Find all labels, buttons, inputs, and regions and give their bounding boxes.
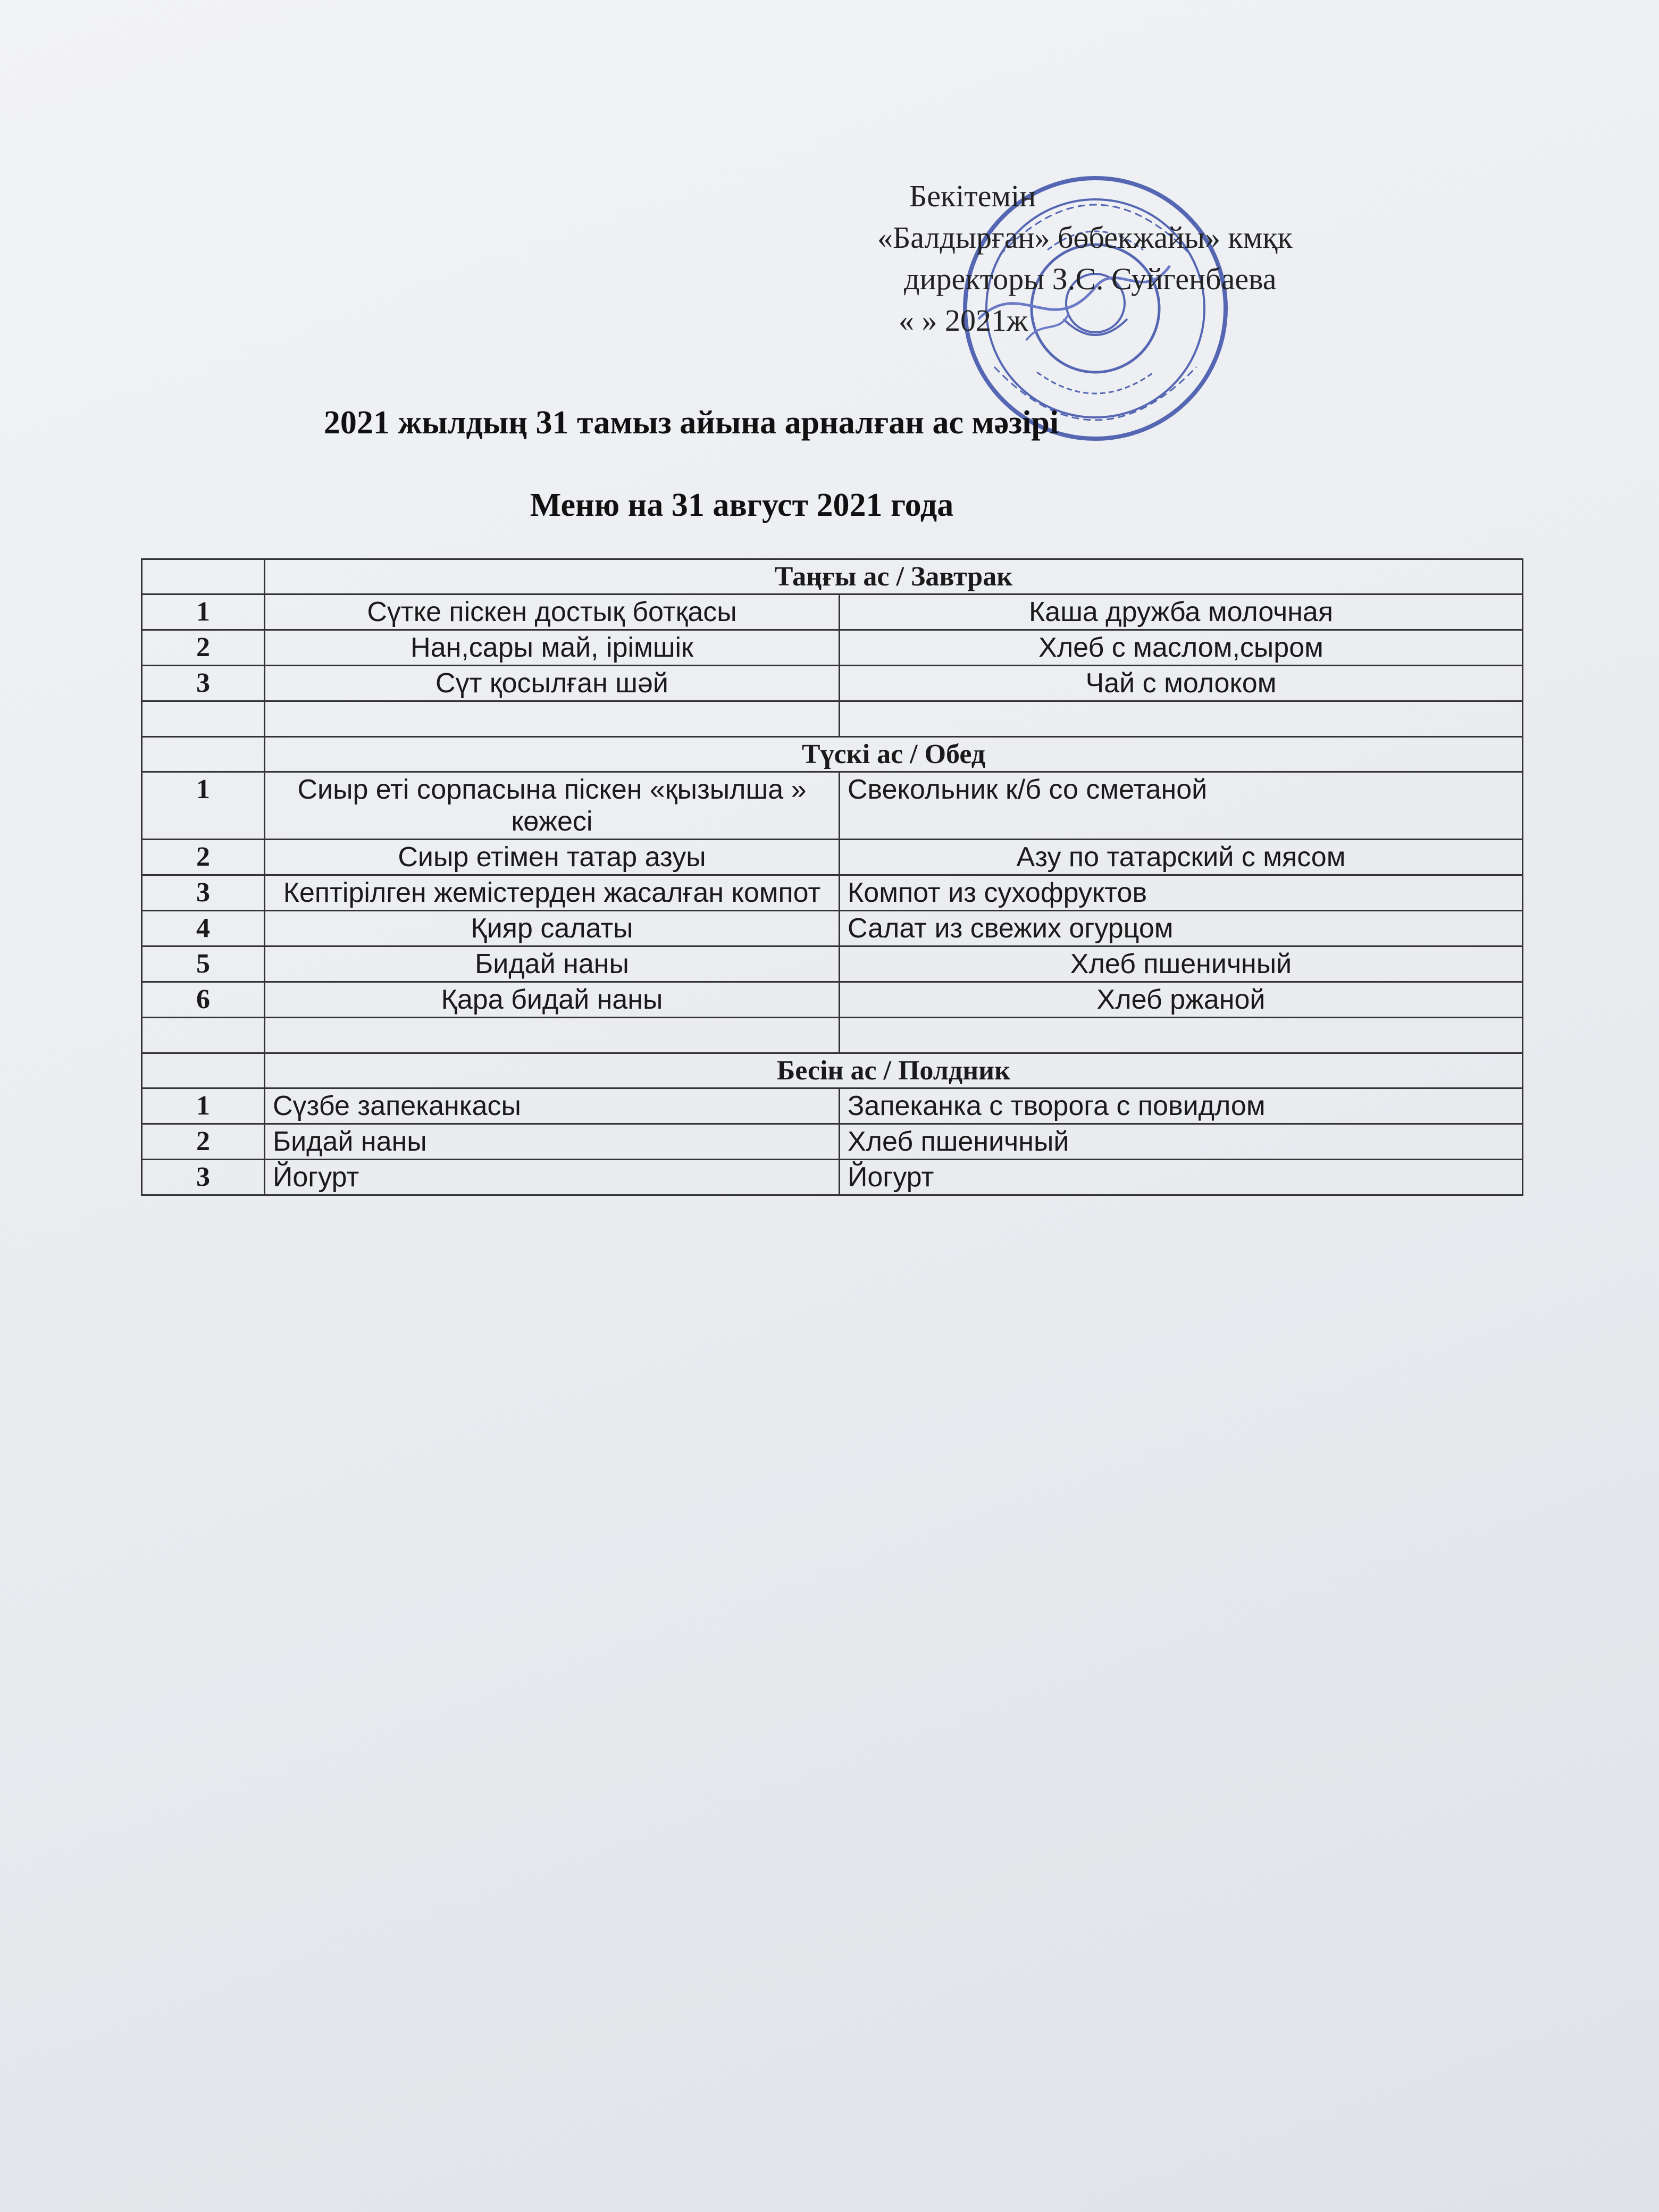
item-kazakh: Қияр салаты bbox=[265, 911, 840, 946]
approval-block bbox=[861, 175, 1553, 341]
item-kazakh: Сиыр етімен татар азуы bbox=[265, 840, 840, 875]
section-header: Таңғы ас / Завтрак bbox=[265, 559, 1523, 594]
header-empty-cell bbox=[142, 737, 265, 772]
item-number: 4 bbox=[142, 911, 265, 946]
item-kazakh bbox=[265, 1018, 840, 1053]
section-header-row bbox=[142, 737, 1523, 772]
item-kazakh: Нан,сары май, ірімшік bbox=[265, 630, 840, 666]
item-russian: Азу по татарский с мясом bbox=[840, 840, 1523, 875]
approval-organization: «Балдырған» бөбекжайы» кмқк bbox=[877, 220, 1293, 255]
item-number: 5 bbox=[142, 946, 265, 982]
item-kazakh: Кептірілген жемістерден жасалған компот bbox=[265, 875, 840, 911]
approval-date: « » 2021ж bbox=[899, 303, 1028, 338]
item-kazakh bbox=[265, 701, 840, 737]
table-row bbox=[142, 630, 1523, 666]
item-kazakh: Бидай наны bbox=[265, 1124, 840, 1160]
approval-director: директоры З.С. Суйгенбаева bbox=[904, 262, 1277, 296]
item-number: 2 bbox=[142, 840, 265, 875]
title-russian: Меню на 31 август 2021 года bbox=[530, 487, 954, 523]
table-row-empty bbox=[142, 701, 1523, 737]
item-number: 3 bbox=[142, 875, 265, 911]
table-row bbox=[142, 840, 1523, 875]
table-row bbox=[142, 1124, 1523, 1160]
item-number: 1 bbox=[142, 594, 265, 630]
item-russian: Салат из свежих огурцом bbox=[840, 911, 1523, 946]
table-row bbox=[142, 666, 1523, 701]
item-russian: Запеканка с творога с повидлом bbox=[840, 1088, 1523, 1124]
table-row bbox=[142, 982, 1523, 1018]
menu-table bbox=[141, 558, 1523, 1196]
item-number: 1 bbox=[142, 1088, 265, 1124]
table-row bbox=[142, 946, 1523, 982]
item-russian: Хлеб ржаной bbox=[840, 982, 1523, 1018]
item-russian: Йогурт bbox=[840, 1160, 1523, 1195]
item-russian bbox=[840, 701, 1523, 737]
section-header-row bbox=[142, 559, 1523, 594]
item-kazakh: Сүтке піскен достық ботқасы bbox=[265, 594, 840, 630]
item-russian: Каша дружба молочная bbox=[840, 594, 1523, 630]
table-row bbox=[142, 1088, 1523, 1124]
table-row-empty bbox=[142, 1018, 1523, 1053]
item-russian: Хлеб с маслом,сыром bbox=[840, 630, 1523, 666]
item-kazakh: Бидай наны bbox=[265, 946, 840, 982]
item-russian: Хлеб пшеничный bbox=[840, 946, 1523, 982]
section-header-row bbox=[142, 1053, 1523, 1088]
table-row bbox=[142, 875, 1523, 911]
item-number: 3 bbox=[142, 666, 265, 701]
table-row bbox=[142, 911, 1523, 946]
item-number: 6 bbox=[142, 982, 265, 1018]
table-row bbox=[142, 772, 1523, 840]
item-number: 2 bbox=[142, 1124, 265, 1160]
approval-heading: Бекітемін bbox=[909, 179, 1036, 213]
section-header: Бесін ас / Полдник bbox=[265, 1053, 1523, 1088]
item-number: 2 bbox=[142, 630, 265, 666]
item-kazakh: Сүт қосылған шәй bbox=[265, 666, 840, 701]
item-kazakh: Қара бидай наны bbox=[265, 982, 840, 1018]
title-kazakh: 2021 жылдың 31 тамыз айына арналған ас мәзірі bbox=[323, 405, 1059, 441]
section-header: Түскі ас / Обед bbox=[265, 737, 1523, 772]
table-row bbox=[142, 594, 1523, 630]
item-kazakh: Сиыр еті сорпасына піскен «қызылша » көжесі bbox=[265, 772, 840, 840]
item-kazakh: Йогурт bbox=[265, 1160, 840, 1195]
header-empty-cell bbox=[142, 559, 265, 594]
item-russian: Хлеб пшеничный bbox=[840, 1124, 1523, 1160]
item-number bbox=[142, 701, 265, 737]
item-russian: Чай с молоком bbox=[840, 666, 1523, 701]
item-russian: Компот из сухофруктов bbox=[840, 875, 1523, 911]
item-number: 1 bbox=[142, 772, 265, 840]
item-number bbox=[142, 1018, 265, 1053]
table-row bbox=[142, 1160, 1523, 1195]
item-russian bbox=[840, 1018, 1523, 1053]
item-russian: Свекольник к/б со сметаной bbox=[840, 772, 1523, 840]
item-kazakh: Сүзбе запеканкасы bbox=[265, 1088, 840, 1124]
header-empty-cell bbox=[142, 1053, 265, 1088]
item-number: 3 bbox=[142, 1160, 265, 1195]
